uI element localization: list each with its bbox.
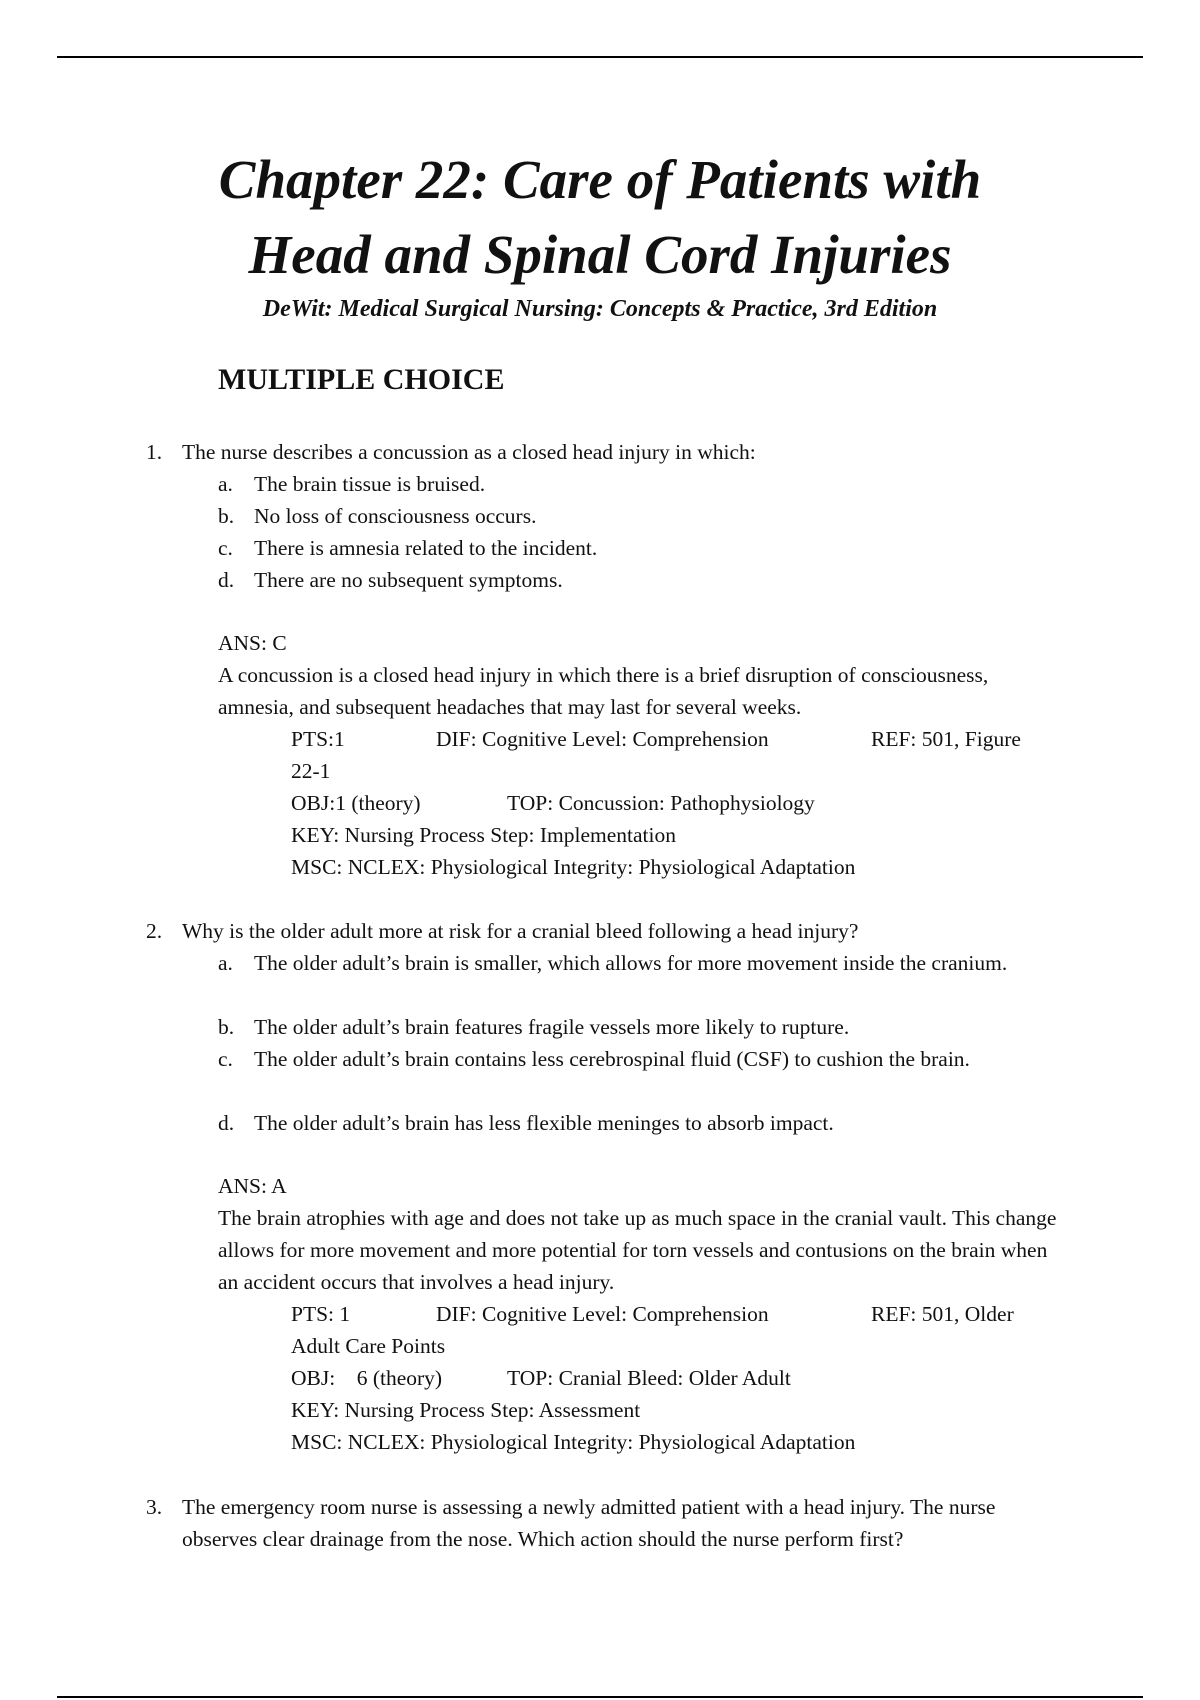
msc: MSC: NCLEX: Physiological Integrity: Physiological Adaptation — [291, 1430, 856, 1454]
option-b — [218, 500, 1068, 532]
key: KEY: Nursing Process Step: Implementation — [291, 823, 676, 847]
option-letter: a. — [218, 472, 233, 496]
option-letter: d. — [218, 568, 235, 592]
metadata — [291, 723, 1051, 883]
option-text: The older adult’s brain features fragile vessels more likely to rupture. — [254, 1015, 850, 1039]
option-text: The brain tissue is bruised. — [254, 472, 486, 496]
book-subtitle: DeWit: Medical Surgical Nursing: Concepts & Practice, 3rd Edition — [262, 296, 938, 322]
chapter-title — [0, 142, 1200, 292]
reference: REF: 501, Older — [871, 1302, 1014, 1326]
option-text: The older adult’s brain is smaller, which allows for more movement inside the cranium. — [254, 951, 1008, 975]
topic: TOP: Concussion: Pathophysiology — [507, 791, 815, 815]
answer-key: ANS: A — [218, 1174, 287, 1198]
top-rule — [57, 56, 1143, 58]
msc: MSC: NCLEX: Physiological Integrity: Physiological Adaptation — [291, 855, 856, 879]
reference-continued: Adult Care Points — [291, 1334, 446, 1358]
option-text: The older adult’s brain has less flexible meninges to absorb impact. — [254, 1111, 834, 1135]
question-number: 1. — [146, 440, 163, 464]
question-stem: The nurse describes a concussion as a closed head injury in which: — [182, 440, 756, 464]
question-stem: Why is the older adult more at risk for a cranial bleed following a head injury? — [182, 919, 859, 943]
section-heading: MULTIPLE CHOICE — [218, 363, 505, 396]
difficulty: DIF: Cognitive Level: Comprehension — [436, 727, 769, 751]
metadata — [291, 1298, 1051, 1458]
objective: OBJ: 6 (theory) — [291, 1366, 443, 1390]
option-text: There are no subsequent symptoms. — [254, 568, 563, 592]
key: KEY: Nursing Process Step: Assessment — [291, 1398, 641, 1422]
objective: OBJ:1 (theory) — [291, 791, 421, 815]
option-d — [218, 1107, 1068, 1139]
rationale: The brain atrophies with age and does not take up as much space in the cranial vault. This change allows for more movement and more potential for torn vessels and contusions on the brain when an accident occurs that involves a head injury. — [218, 1206, 1057, 1294]
question-number: 2. — [146, 919, 163, 943]
points: PTS:1 — [291, 727, 345, 751]
question-number: 3. — [146, 1495, 163, 1519]
topic: TOP: Cranial Bleed: Older Adult — [507, 1366, 791, 1390]
reference-continued: 22-1 — [291, 759, 331, 783]
option-d — [218, 564, 1068, 596]
difficulty: DIF: Cognitive Level: Comprehension — [436, 1302, 769, 1326]
option-b — [218, 1011, 1068, 1043]
title-line-1: Chapter 22: Care of Patients with — [218, 149, 982, 210]
bottom-rule — [57, 1696, 1143, 1698]
option-letter: d. — [218, 1111, 235, 1135]
points: PTS: 1 — [291, 1302, 351, 1326]
option-letter: b. — [218, 1015, 235, 1039]
rationale: A concussion is a closed head injury in which there is a brief disruption of consciousness, amnesia, and subsequent headaches that may last for several weeks. — [218, 663, 989, 719]
option-letter: c. — [218, 1047, 233, 1071]
option-text: No loss of consciousness occurs. — [254, 504, 537, 528]
option-text: There is amnesia related to the incident. — [254, 536, 598, 560]
option-letter: a. — [218, 951, 233, 975]
reference: REF: 501, Figure — [871, 727, 1021, 751]
question-stem: The emergency room nurse is assessing a newly admitted patient with a head injury. The nurse observes clear drainage from the nose. Which action should the nurse perform first? — [182, 1495, 996, 1551]
option-text: The older adult’s brain contains less cerebrospinal fluid (CSF) to cushion the brain. — [254, 1047, 970, 1071]
option-c — [218, 1043, 1068, 1075]
option-letter: c. — [218, 536, 233, 560]
option-letter: b. — [218, 504, 235, 528]
title-line-2: Head and Spinal Cord Injuries — [248, 224, 952, 285]
option-a — [218, 947, 1068, 979]
answer-key: ANS: C — [218, 631, 287, 655]
option-c — [218, 532, 1068, 564]
option-a — [218, 468, 1068, 500]
